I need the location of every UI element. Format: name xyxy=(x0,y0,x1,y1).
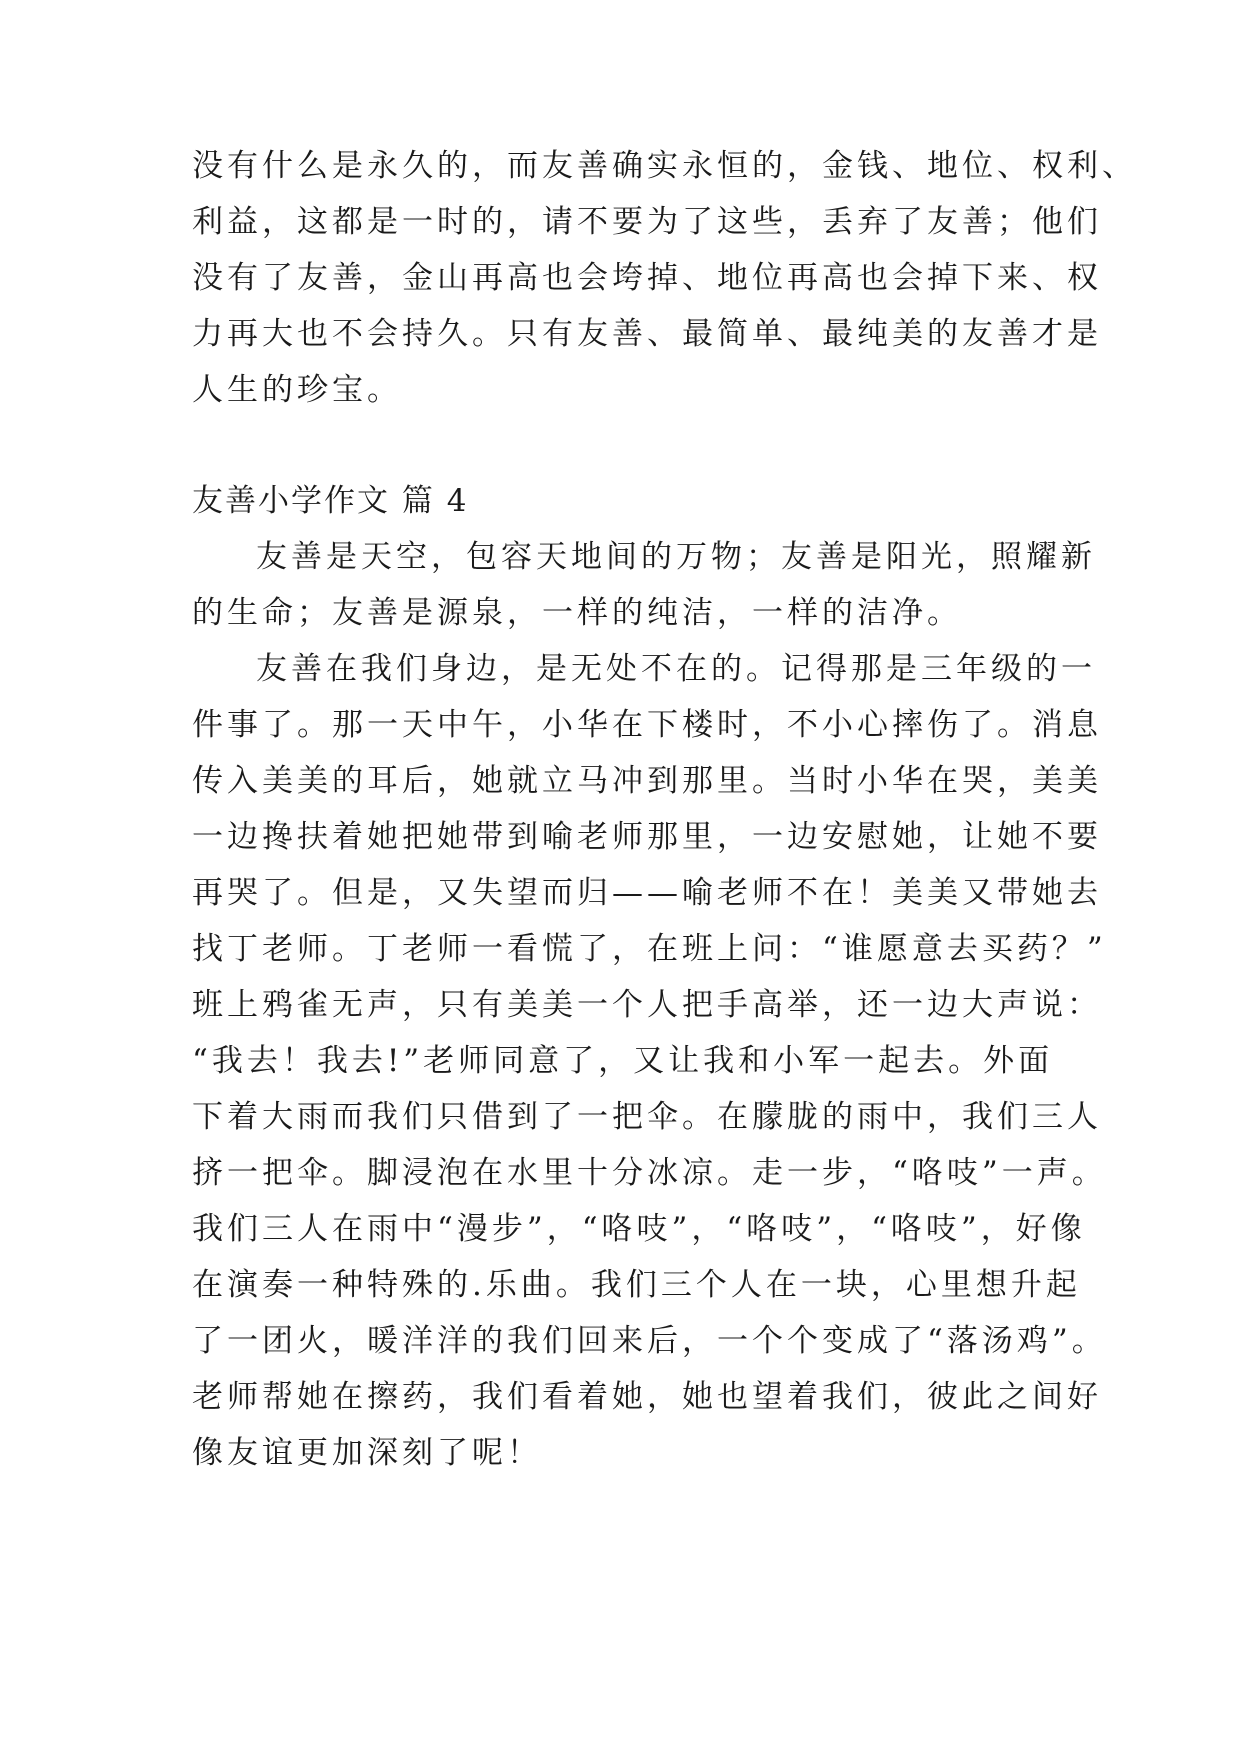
paragraph-2-line: 了一团火，暖洋洋的我们回来后，一个个变成了“落汤鸡”。 xyxy=(192,1323,1107,1359)
paragraph-1-line: 的生命；友善是源泉，一样的纯洁，一样的洁净。 xyxy=(192,595,962,631)
paragraph-2-line: 老师帮她在擦药，我们看着她，她也望着我们，彼此之间好 xyxy=(192,1379,1102,1415)
prev-paragraph-line: 利益，这都是一时的，请不要为了这些，丢弃了友善；他们 xyxy=(192,204,1102,240)
prev-paragraph-line: 没有了友善，金山再高也会垮掉、地位再高也会掉下来、权 xyxy=(192,260,1102,296)
paragraph-2-line: 班上鸦雀无声，只有美美一个人把手高举，还一边大声说： xyxy=(192,987,1102,1023)
paragraph-2-line: 我们三人在雨中“漫步”，“咯吱”，“咯吱”，“咯吱”，好像 xyxy=(192,1211,1086,1247)
paragraph-2-line: “我去！我去!”老师同意了，又让我和小军一起去。外面 xyxy=(192,1043,1054,1079)
paragraph-1-line: 友善是天空，包容天地间的万物；友善是阳光，照耀新 xyxy=(256,539,1096,575)
paragraph-2-line: 下着大雨而我们只借到了一把伞。在朦胧的雨中，我们三人 xyxy=(192,1099,1102,1135)
paragraph-2-line: 像友谊更加深刻了呢！ xyxy=(192,1435,542,1471)
paragraph-2-line: 件事了。那一天中午，小华在下楼时，不小心摔伤了。消息 xyxy=(192,707,1102,743)
paragraph-2-line: 在演奏一种特殊的.乐曲。我们三个人在一块，心里想升起 xyxy=(192,1267,1081,1303)
paragraph-2-line: 挤一把伞。脚浸泡在水里十分冰凉。走一步，“咯吱”一声。 xyxy=(192,1155,1107,1191)
paragraph-2-line: 友善在我们身边，是无处不在的。记得那是三年级的一 xyxy=(256,651,1096,687)
paragraph-2-line: 一边搀扶着她把她带到喻老师那里，一边安慰她，让她不要 xyxy=(192,819,1102,855)
paragraph-2-line: 找丁老师。丁老师一看慌了，在班上问：“谁愿意去买药？” xyxy=(192,931,1107,967)
paragraph-2-line: 传入美美的耳后，她就立马冲到那里。当时小华在哭，美美 xyxy=(192,763,1102,799)
prev-paragraph-line: 人生的珍宝。 xyxy=(192,372,402,408)
section-title: 友善小学作文 篇 4 xyxy=(192,483,469,519)
prev-paragraph-line: 力再大也不会持久。只有友善、最简单、最纯美的友善才是 xyxy=(192,316,1102,352)
paragraph-2-line: 再哭了。但是，又失望而归——喻老师不在！美美又带她去 xyxy=(192,875,1102,911)
prev-paragraph-line: 没有什么是永久的，而友善确实永恒的，金钱、地位、权利、 xyxy=(192,148,1137,184)
